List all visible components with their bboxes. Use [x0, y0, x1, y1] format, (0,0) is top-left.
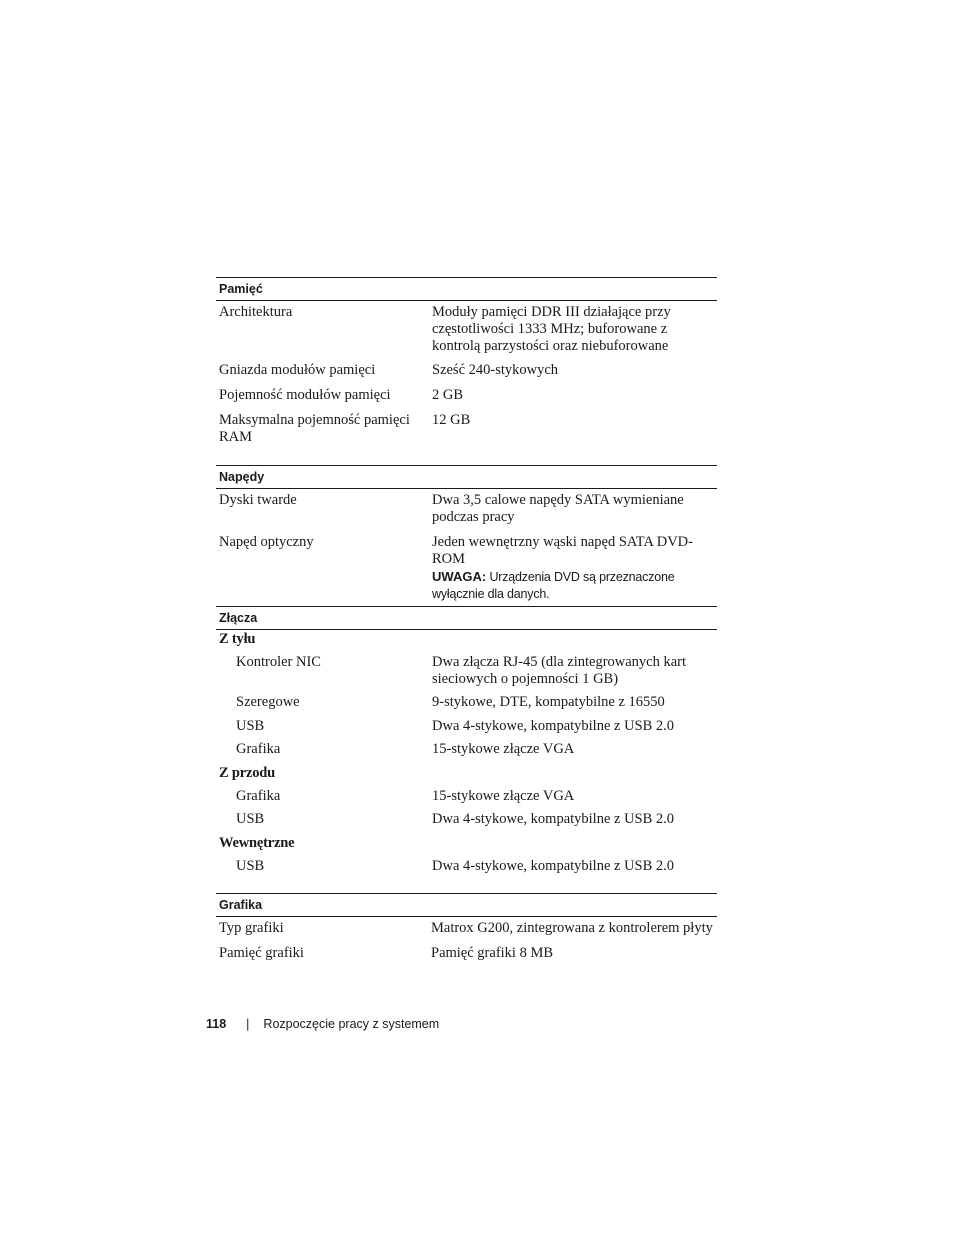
connectors-section	[216, 606, 717, 882]
spec-label: Grafika	[236, 741, 281, 757]
spec-value: Matrox G200, zintegrowana z kontrolerem płyty	[431, 920, 713, 936]
spec-label: USB	[236, 718, 265, 734]
section-title-connectors: Złącza	[216, 606, 717, 630]
spec-value: 12 GB	[432, 412, 471, 428]
spec-label: USB	[236, 858, 265, 874]
spec-label: Maksymalna pojemność pamięci RAM	[219, 412, 410, 445]
spec-label: Szeregowe	[236, 694, 300, 710]
memory-section	[216, 277, 717, 452]
spec-value-group	[432, 534, 717, 603]
group-header-front	[216, 765, 717, 788]
spec-value: Jeden wewnętrzny wąski napęd SATA DVD-ROM	[432, 534, 693, 567]
spec-value: 15-stykowe złącze VGA	[432, 741, 575, 757]
spec-label: USB	[236, 811, 265, 827]
spec-row-graphics-rear	[216, 741, 717, 765]
group-header-rear	[216, 631, 717, 654]
spec-value: Dwa 4-stykowe, kompatybilne z USB 2.0	[432, 811, 675, 827]
page-footer	[206, 1015, 439, 1033]
spec-label: Dyski twarde	[219, 492, 297, 508]
page-number: 118	[206, 1017, 227, 1031]
group-header-internal	[216, 835, 717, 858]
spec-value: Dwa złącza RJ-45 (dla zintegrowanych kart sieciowych o pojemności 1 GB)	[432, 654, 687, 687]
spec-row-graphics-front	[216, 788, 717, 811]
footer-separator: |	[246, 1017, 250, 1031]
spec-value: Dwa 3,5 calowe napędy SATA wymieniane podczas pracy	[432, 492, 684, 525]
spec-row-max-ram	[216, 412, 717, 452]
graphics-section	[216, 893, 717, 970]
spec-value: Dwa 4-stykowe, kompatybilne z USB 2.0	[432, 858, 675, 874]
group-label: Z tyłu	[219, 631, 256, 647]
spec-value: Dwa 4-stykowe, kompatybilne z USB 2.0	[432, 718, 675, 734]
spec-label: Pojemność modułów pamięci	[219, 387, 391, 403]
spec-label: Grafika	[236, 788, 281, 804]
note-label: UWAGA:	[432, 569, 487, 584]
spec-row-usb-rear	[216, 718, 717, 741]
spec-row-graphics-type	[216, 920, 717, 945]
spec-row-memory-slots	[216, 362, 717, 387]
spec-value: 15-stykowe złącze VGA	[432, 788, 575, 804]
spec-label: Kontroler NIC	[236, 654, 321, 670]
section-title-memory: Pamięć	[216, 277, 717, 301]
group-label: Wewnętrzne	[219, 835, 295, 851]
spec-label: Napęd optyczny	[219, 534, 314, 550]
spec-row-graphics-memory	[216, 945, 717, 970]
spec-row-module-capacity	[216, 387, 717, 412]
spec-label: Typ grafiki	[219, 920, 284, 936]
spec-label: Pamięć grafiki	[219, 945, 304, 961]
spec-value: Pamięć grafiki 8 MB	[431, 945, 554, 961]
spec-value: 2 GB	[432, 387, 464, 403]
spec-label: Gniazda modułów pamięci	[219, 362, 376, 378]
spec-value: Moduły pamięci DDR III działające przy częstotliwości 1333 MHz; buforowane z kontrolą parzystości oraz niebuforowane	[432, 304, 671, 354]
group-label: Z przodu	[219, 765, 276, 781]
spec-row-usb-front	[216, 811, 717, 835]
spec-row-architecture	[216, 304, 717, 362]
spec-value: Sześć 240-stykowych	[432, 362, 559, 378]
spec-row-nic	[216, 654, 717, 694]
spec-row-optical-drive	[216, 534, 717, 601]
drives-section	[216, 465, 717, 601]
spec-value: 9-stykowe, DTE, kompatybilne z 16550	[432, 694, 665, 710]
spec-label: Architektura	[219, 304, 293, 320]
section-title-graphics: Grafika	[216, 893, 717, 917]
spec-row-hard-drives	[216, 492, 717, 534]
chapter-title: Rozpoczęcie pracy z systemem	[263, 1017, 440, 1031]
spec-row-serial	[216, 694, 717, 718]
note	[432, 568, 717, 603]
note-text: Urządzenia DVD są przeznaczone wyłącznie dla danych.	[432, 570, 675, 601]
spec-row-usb-internal	[216, 858, 717, 882]
section-title-drives: Napędy	[216, 465, 717, 489]
